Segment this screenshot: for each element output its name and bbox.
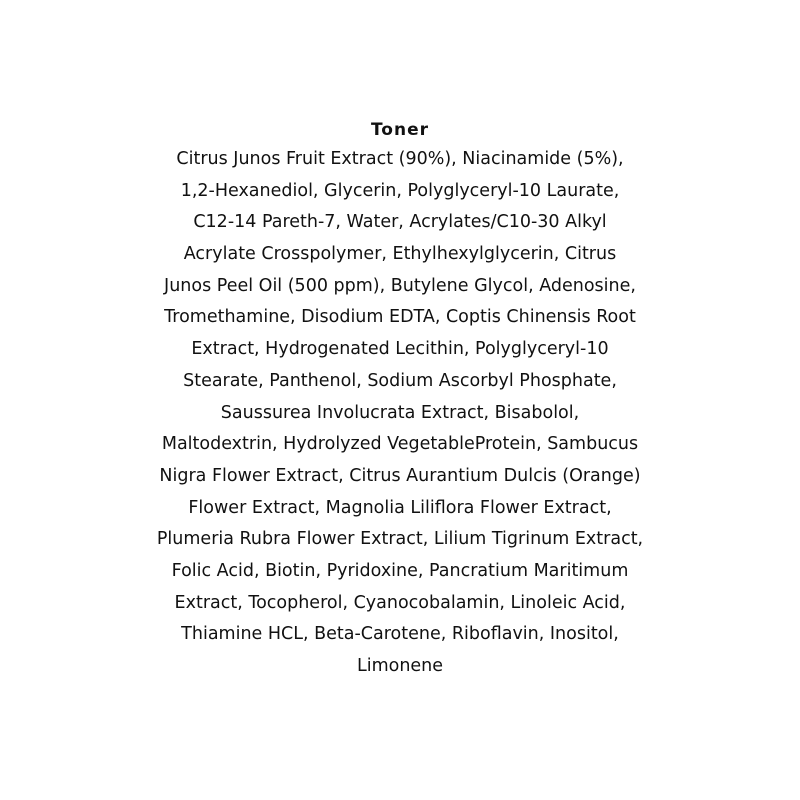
ingredient-line: Thiamine HCL, Beta-Carotene, Riboflavin, Inositol, (181, 624, 619, 645)
ingredient-line: Citrus Junos Fruit Extract (90%), Niacinamide (5%), (176, 149, 624, 169)
ingredient-line: Extract, Tocopherol, Cyanocobalamin, Linoleic Acid, (174, 592, 626, 613)
ingredient-line: Junos Peel Oil (500 ppm), Butylene Glycol, Adenosine, (164, 275, 636, 296)
ingredient-line: 1,2-Hexanediol, Glycerin, Polyglyceryl-10 Laurate, (180, 180, 620, 201)
ingredient-line: Flower Extract, Magnolia Liliflora Flower Extract, (188, 497, 612, 518)
ingredient-line: Maltodextrin, Hydrolyzed VegetableProtein, Sambucus (161, 434, 639, 455)
ingredient-line: Saussurea Involucrata Extract, Bisabolol, (220, 402, 580, 423)
ingredients-document (0, 116, 800, 683)
document-title: Toner (370, 120, 430, 140)
ingredient-line: Limonene (356, 656, 444, 676)
ingredient-line: Plumeria Rubra Flower Extract, Lilium Tigrinum Extract, (156, 529, 644, 550)
ingredient-line: Extract, Hydrogenated Lecithin, Polyglyceryl-10 (191, 339, 609, 360)
ingredient-line: Stearate, Panthenol, Sodium Ascorbyl Phosphate, (183, 370, 617, 391)
ingredient-line: Folic Acid, Biotin, Pyridoxine, Pancratium Maritimum (171, 560, 629, 581)
ingredient-line: Tromethamine, Disodium EDTA, Coptis Chinensis Root (164, 307, 636, 328)
ingredient-line: Acrylate Crosspolymer, Ethylhexylglycerin, Citrus (183, 244, 617, 265)
ingredient-line: Nigra Flower Extract, Citrus Aurantium Dulcis (Orange) (159, 465, 641, 486)
ingredient-list (0, 144, 800, 683)
ingredient-line: C12-14 Pareth-7, Water, Acrylates/C10-30 Alkyl (193, 212, 607, 233)
